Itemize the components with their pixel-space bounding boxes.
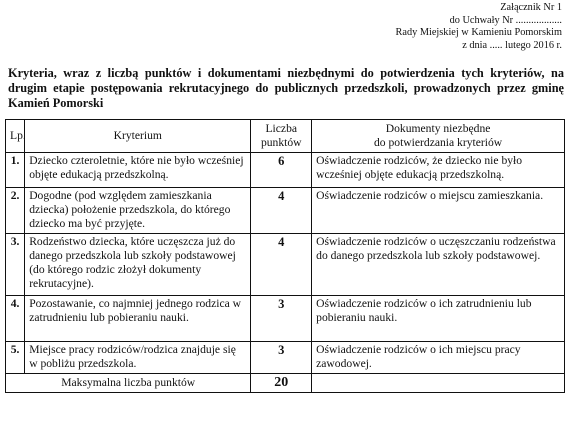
row-lp: 3. xyxy=(6,234,25,296)
total-points: 20 xyxy=(251,374,312,393)
row-lp: 1. xyxy=(6,153,25,188)
table-row xyxy=(6,342,565,374)
table-header-row xyxy=(6,120,565,153)
row-points: 3 xyxy=(251,342,312,374)
header-points-label: Liczba punktów xyxy=(260,122,302,149)
total-row xyxy=(6,374,565,393)
table-row xyxy=(6,153,565,188)
row-criterion: Dziecko czteroletnie, które nie było wcześniej objęte edukacją przedszkolną. xyxy=(25,153,251,188)
row-criterion: Pozostawanie, co najmniej jednego rodzica w zatrudnieniu lub pobieraniu nauki. xyxy=(25,296,251,342)
total-empty-cell xyxy=(312,374,565,393)
attachment-note xyxy=(396,2,562,52)
table-row xyxy=(6,296,565,342)
header-documents-line1: Dokumenty niezbędne xyxy=(385,122,491,135)
header-lp: Lp. xyxy=(6,120,25,153)
row-points: 4 xyxy=(251,188,312,234)
row-points: 3 xyxy=(251,296,312,342)
table-row xyxy=(6,188,565,234)
row-points: 4 xyxy=(251,234,312,296)
total-label: Maksymalna liczba punktów xyxy=(6,374,251,393)
row-lp: 4. xyxy=(6,296,25,342)
attachment-resolution: do Uchwały Nr .................. xyxy=(449,14,562,26)
row-documents: Oświadczenie rodziców o uczęszczaniu rodzeństwa do danego przedszkola lub szkoły podstawowej. xyxy=(312,234,565,296)
attachment-council: Rady Miejskiej w Kamieniu Pomorskim xyxy=(395,27,562,38)
row-documents: Oświadczenie rodziców, że dziecko nie było wcześniej objęte edukacją przedszkolną. xyxy=(312,153,565,188)
row-criterion: Miejsce pracy rodziców/rodzica znajduje się w pobliżu przedszkola. xyxy=(25,342,251,374)
header-criterion: Kryterium xyxy=(25,120,251,153)
row-documents: Oświadczenie rodziców o miejscu zamieszkania. xyxy=(312,188,565,234)
row-criterion: Rodzeństwo dziecka, które uczęszcza już do danego przedszkola lub szkoły podstawowej (do którego rodzic złożył dokumenty rekrutacyjne). xyxy=(25,234,251,296)
header-points xyxy=(251,120,312,153)
row-criterion: Dogodne (pod względem zamieszkania dziecka) położenie przedszkola, do którego dziecko ma być przyjęte. xyxy=(25,188,251,234)
attachment-date: z dnia ..... lutego 2016 r. xyxy=(462,39,562,51)
document-heading: Kryteria, wraz z liczbą punktów i dokumentami niezbędnymi do potwierdzenia tych kryteriów, na drugim etapie postępowania rekrutacyjnego do publicznych przedszkoli, prowadzonych przez gminę Kamień Pomorski xyxy=(8,66,564,110)
header-documents-line2: do potwierdzania kryteriów xyxy=(374,136,503,149)
criteria-table xyxy=(5,119,565,393)
row-lp: 5. xyxy=(6,342,25,374)
row-lp: 2. xyxy=(6,188,25,234)
row-documents: Oświadczenie rodziców o ich zatrudnieniu lub pobieraniu nauki. xyxy=(312,296,565,342)
table-row xyxy=(6,234,565,296)
row-points: 6 xyxy=(251,153,312,188)
attachment-number: Załącznik Nr 1 xyxy=(500,2,562,13)
row-documents: Oświadczenie rodziców o ich miejscu pracy zawodowej. xyxy=(312,342,565,374)
header-documents xyxy=(312,120,565,153)
